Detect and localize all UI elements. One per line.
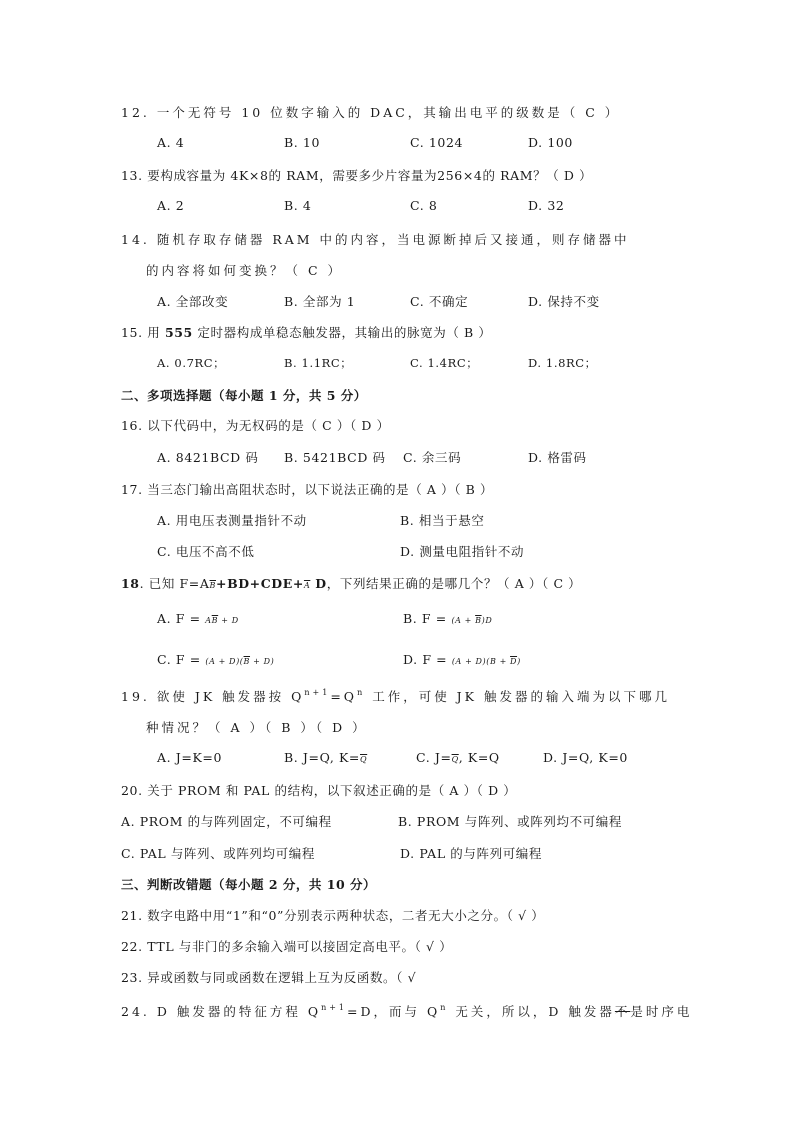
q12-option-b: B. 10 [284, 135, 321, 150]
q23-statement: 23. 异或函数与同或函数在逻辑上互为反函数。（ √ [121, 970, 417, 985]
q18-option-d: D. $F = (A + D)(B + \overline{D})$ [403, 652, 521, 667]
q13-option-d: D. 32 [528, 198, 565, 213]
q22-statement: 22. TTL 与非门的多余输入端可以接固定高电平。（ √ ） [121, 939, 453, 954]
q15-option-c: C. 1.4RC； [410, 356, 479, 370]
section-3-heading: 三、判断改错题（每小题 2 分，共 10 分） [121, 877, 377, 892]
q18-option-c: C. $F = (A + D)(\overline{B} + D)$ [157, 652, 275, 667]
q19-option-a: A. J=K=0 [157, 750, 223, 765]
q14-option-d: D. 保持不变 [528, 294, 600, 309]
q16-option-b: B. 5421BCD 码 [284, 450, 386, 465]
section-2-heading: 二、多项选择题（每小题 1 分，共 5 分） [121, 388, 367, 403]
q17-option-c: C. 电压不高不低 [157, 544, 255, 559]
q18-stem: 18. 已知 $F=A\overline{B}+BD+CDE+\overline{A}$ D，下列结果正确的是哪几个？（ A ）（ C ） [121, 576, 582, 591]
q13-option-c: C. 8 [410, 198, 438, 213]
q12-option-d: D. 100 [528, 135, 573, 150]
q17-option-a: A. 用电压表测量指针不动 [157, 513, 307, 528]
q19-stem-line2: 种情况？（ A ）（ B ）（ D ） [146, 720, 368, 735]
q13-option-b: B. 4 [284, 198, 312, 213]
q24-statement: 24. D 触发器的特征方程 $Q^{n+1}=D$，而与 $Q^n$ 无关，所以，D 触发器不是时序电 [121, 1003, 693, 1019]
q20-stem: 20. 关于 PROM 和 PAL 的结构，以下叙述正确的是（ A ）（ D ） [121, 783, 517, 798]
q18-option-b: B. $F = (A + \overline{B})D$ [403, 611, 493, 626]
q21-statement: 21. 数字电路中用“1”和“0”分别表示两种状态，二者无大小之分。（ √ ） [121, 908, 545, 923]
q13-stem: 13. 要构成容量为 4K×8的 RAM，需要多少片容量为256×4的 RAM？（ D ） [121, 168, 593, 183]
q12-option-c: C. 1024 [410, 135, 464, 150]
q16-option-a: A. 8421BCD 码 [157, 450, 259, 465]
q18-option-a: A. $F = A\overline{B} + D$ [157, 611, 239, 626]
q19-option-b: B. J=Q, $K=\overline{Q}$ [284, 750, 368, 765]
q17-stem: 17. 当三态门输出高阻状态时，以下说法正确的是（ A ）（ B ） [121, 482, 494, 497]
q19-option-c: C. $J=\overline{Q}$, K=Q [416, 750, 500, 765]
q12-stem: 12. 一个无符号 10 位数字输入的 DAC，其输出电平的级数是（ C ） [121, 105, 621, 120]
q20-option-a: A. PROM 的与阵列固定，不可编程 [121, 814, 332, 829]
q19-stem-line1: 19. 欲使 JK 触发器按 $Q^{n+1}=Q^n$ 工作，可使 JK 触发器的输入端为以下哪几 [121, 688, 670, 704]
q15-stem: 15. 用 555 定时器构成单稳态触发器，其输出的脉宽为（ B ） [121, 325, 492, 340]
q17-option-d: D. 测量电阻指针不动 [400, 544, 525, 559]
q16-option-d: D. 格雷码 [528, 450, 587, 465]
q20-option-c: C. PAL 与阵列、或阵列均可编程 [121, 846, 315, 861]
q19-option-d: D. J=Q, K=0 [543, 750, 628, 765]
q12-option-a: A. 4 [157, 135, 185, 150]
q13-option-a: A. 2 [157, 198, 185, 213]
q17-option-b: B. 相当于悬空 [400, 513, 485, 528]
q14-option-a: A. 全部改变 [157, 294, 229, 309]
q16-option-c: C. 余三码 [403, 450, 462, 465]
q14-stem-line2: 的内容将如何变换？（ C ） [146, 263, 344, 278]
q15-option-a: A. 0.7RC； [157, 356, 226, 370]
q16-stem: 16. 以下代码中，为无权码的是（ C ）（ D ） [121, 418, 390, 433]
q15-option-d: D. 1.8RC； [528, 356, 597, 370]
q14-stem-line1: 14. 随机存取存储器 RAM 中的内容，当电源断掉后又接通，则存储器中 [121, 232, 630, 247]
q20-option-d: D. PAL 的与阵列可编程 [400, 846, 542, 861]
q14-option-c: C. 不确定 [410, 294, 469, 309]
q15-option-b: B. 1.1RC； [284, 356, 353, 370]
q14-option-b: B. 全部为 1 [284, 294, 356, 309]
q20-option-b: B. PROM 与阵列、或阵列均不可编程 [398, 814, 622, 829]
